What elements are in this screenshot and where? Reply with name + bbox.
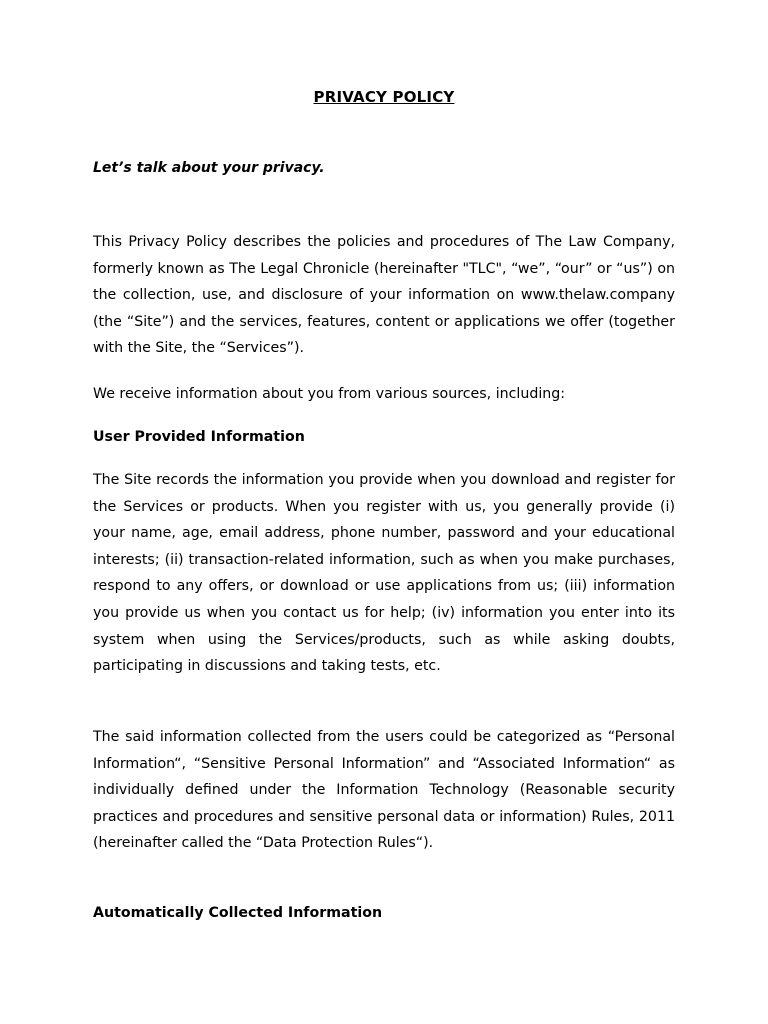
sources-line: We receive information about you from various sources, including: bbox=[93, 386, 566, 402]
categorization-paragraph: The said information collected from the users could be categorized as “Personal Information“, “Sensitive Personal Information” and “Associated Information“ as individually defined under the Information Technology (Reasonable security practices and procedures and sensitive personal data or information) Rules, 2011 (hereinafter called the “Data Protection Rules“). bbox=[93, 729, 675, 852]
page-title: PRIVACY POLICY bbox=[313, 88, 455, 106]
section-heading-user-provided: User Provided Information bbox=[93, 429, 305, 445]
user-provided-paragraph: The Site records the information you provide when you download and register for the Services or products. When you register with us, you generally provide (i) your name, age, email address, phone number, password and your educational interests; (ii) transaction-related information, such as when you make purchases, respond to any offers, or download or use applications from us; (iii) information you provide us when you contact us for help; (iv) information you enter into its system when using the Services/products, such as while asking doubts, participating in discussions and taking tests, etc. bbox=[93, 472, 675, 675]
intro-paragraph: This Privacy Policy describes the policies and procedures of The Law Company, formerly known as The Legal Chronicle (hereinafter "TLC", “we”, “our” or “us”) on the collection, use, and disclosure of your information on www.thelaw.company (the “Site”) and the services, features, content or applications we offer (together with the Site, the “Services”). bbox=[93, 234, 675, 357]
tagline: Let’s talk about your privacy. bbox=[93, 160, 325, 176]
section-heading-auto-collected: Automatically Collected Information bbox=[93, 905, 383, 921]
